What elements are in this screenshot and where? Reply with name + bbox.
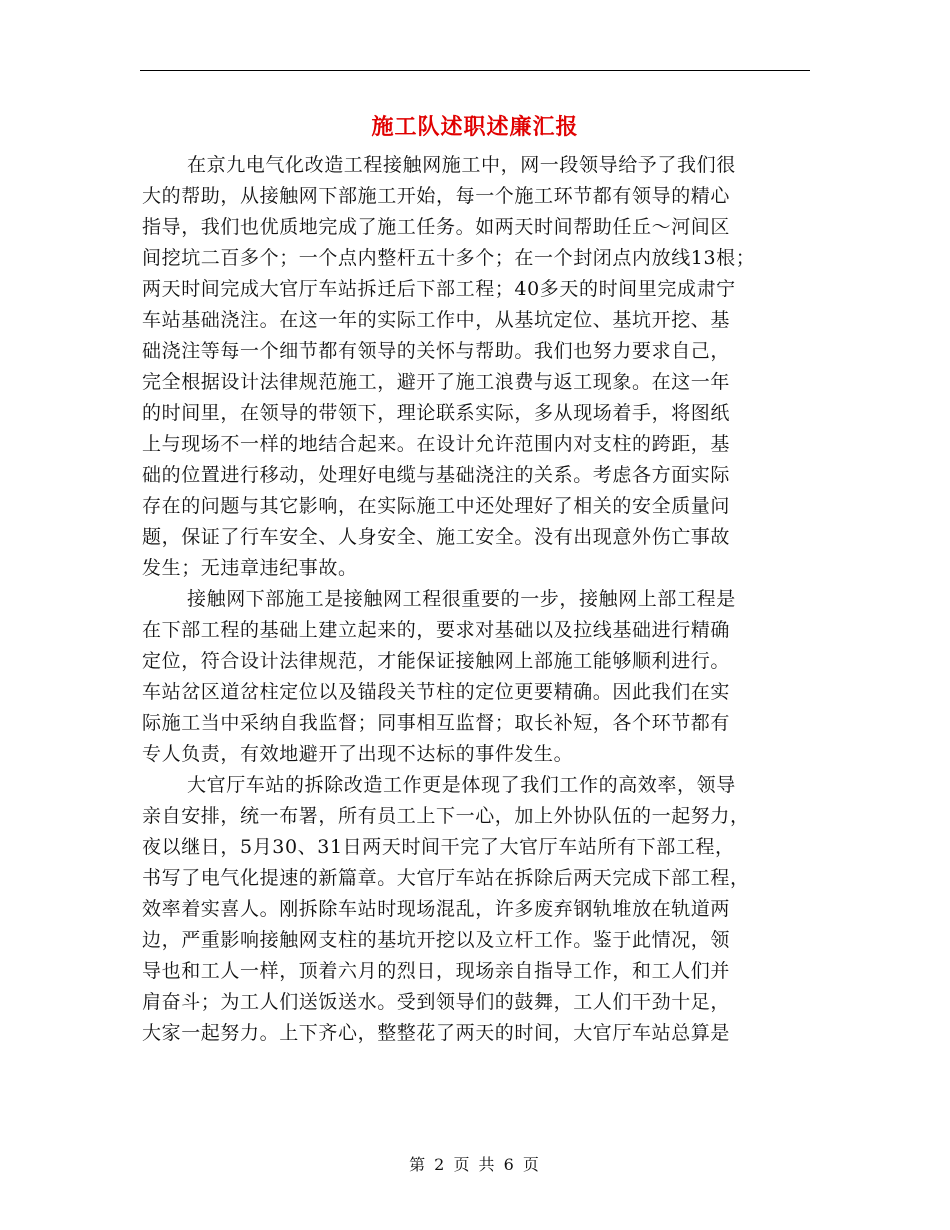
paragraph-line: 在下部工程的基础上建立起来的，要求对基础以及拉线基础进行精确 <box>142 619 731 641</box>
paragraph-line: 导也和工人一样，顶着六月的烈日，现场亲自指导工作，和工人们并 <box>142 960 731 982</box>
paragraph-line: 效率着实喜人。刚拆除车站时现场混乱，许多废弃钢轨堆放在轨道两 <box>142 898 731 920</box>
paragraph-line: 际施工当中采纳自我监督；同事相互监督；取长补短，各个环节都有 <box>142 712 731 734</box>
paragraph-line: 亲自安排，统一布署，所有员工上下一心，加上外协队伍的一起努力， <box>142 805 750 827</box>
paragraph-line: 肩奋斗；为工人们送饭送水。受到领导们的鼓舞，工人们干劲十足， <box>142 991 731 1013</box>
paragraph-first-line: 在京九电气化改造工程接触网施工中，网一段领导给予了我们很 <box>187 154 736 176</box>
paragraph-line: 的时间里，在领导的带领下，理论联系实际，多从现场着手，将图纸 <box>142 402 731 424</box>
paragraph-line: 大的帮助，从接触网下部施工开始，每一个施工环节都有领导的精心 <box>142 185 731 207</box>
paragraph-first-line: 大官厅车站的拆除改造工作更是体现了我们工作的高效率，领导 <box>187 774 736 796</box>
document-title: 施工队述职述廉汇报 <box>371 114 579 140</box>
paragraph-line: 边，严重影响接触网支柱的基坑开挖以及立杆工作。鉴于此情况，领 <box>142 929 731 951</box>
paragraph-line: 书写了电气化提速的新篇章。大官厅车站在拆除后两天完成下部工程， <box>142 867 750 889</box>
paragraph-line: 上与现场不一样的地结合起来。在设计允许范围内对支柱的跨距，基 <box>142 433 731 455</box>
paragraph-line: 车站岔区道岔柱定位以及锚段关节柱的定位更要精确。因此我们在实 <box>142 681 731 703</box>
paragraph-line: 大家一起努力。上下齐心，整整花了两天的时间，大官厅车站总算是 <box>142 1022 731 1044</box>
paragraph-line: 间挖坑二百多个；一个点内整杆五十多个；在一个封闭点内放线13根； <box>142 247 756 269</box>
paragraph-line: 车站基础浇注。在这一年的实际工作中，从基坑定位、基坑开挖、基 <box>142 309 731 331</box>
paragraph-line: 存在的问题与其它影响，在实际施工中还处理好了相关的安全质量问 <box>142 495 731 517</box>
page-footer: 第 2 页 共 6 页 <box>409 1155 541 1174</box>
paragraph-first-line: 接触网下部施工是接触网工程很重要的一步，接触网上部工程是 <box>187 588 736 610</box>
paragraph-line: 定位，符合设计法律规范，才能保证接触网上部施工能够顺利进行。 <box>142 650 731 672</box>
paragraph-line: 题，保证了行车安全、人身安全、施工安全。没有出现意外伤亡事故 <box>142 526 731 548</box>
paragraph-line: 专人负责，有效地避开了出现不达标的事件发生。 <box>142 743 574 765</box>
document-body <box>142 150 810 1049</box>
paragraph-line: 完全根据设计法律规范施工，避开了施工浪费与返工现象。在这一年 <box>142 371 731 393</box>
paragraph-line: 指导，我们也优质地完成了施工任务。如两天时间帮助任丘～河间区 <box>142 216 731 238</box>
header-rule <box>140 70 810 71</box>
paragraph-line: 础浇注等每一个细节都有领导的关怀与帮助。我们也努力要求自己， <box>142 340 731 362</box>
paragraph-line: 夜以继日，5月30、31日两天时间干完了大官厅车站所有下部工程， <box>142 836 735 858</box>
paragraph-line: 发生；无违章违纪事故。 <box>142 557 358 579</box>
paragraph-line: 础的位置进行移动，处理好电缆与基础浇注的关系。考虑各方面实际 <box>142 464 731 486</box>
paragraph-line: 两天时间完成大官厅车站拆迁后下部工程；40多天的时间里完成肃宁 <box>142 278 736 300</box>
